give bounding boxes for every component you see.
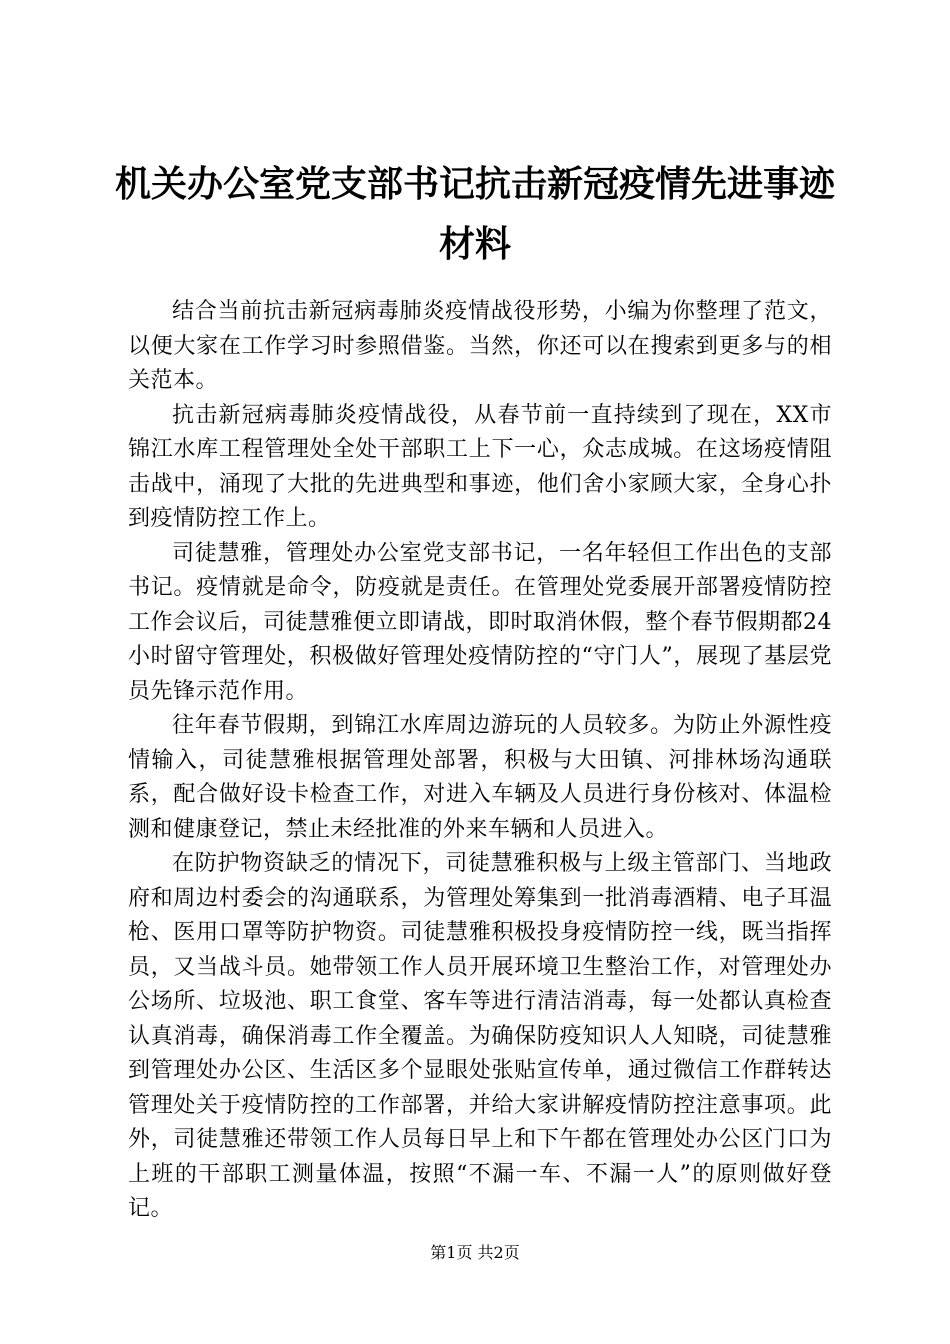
- document-body: [128, 295, 832, 1227]
- document-title-line2: 材料: [438, 223, 511, 265]
- page-footer: 第1页 共2页: [430, 1243, 520, 1262]
- paragraph-intro: 结合当前抗击新冠病毒肺炎疫情战役形势，小编为你整理了范文，以便大家在工作学习时参照借鉴。当然，你还可以在搜索到更多与的相关范本。: [128, 299, 832, 393]
- paragraph-checkpoint: 往年春节假期，到锦江水库周边游玩的人员较多。为防止外源性疫情输入，司徒慧雅根据管理处部署，积极与大田镇、河排林场沟通联系，配合做好设卡检查工作，对进入车辆及人员进行身份核对、体温检测和健康登记，禁止未经批准的外来车辆和人员进入。: [128, 713, 832, 842]
- paragraph-background: 抗击新冠病毒肺炎疫情战役，从春节前一直持续到了现在，XX市锦江水库工程管理处全处干部职工上下一心，众志成城。在这场疫情阻击战中，涌现了大批的先进典型和事迹，他们舍小家顾大家，全身心扑到疫情防控工作上。: [128, 402, 832, 531]
- paragraph-profile: 司徒慧雅，管理处办公室党支部书记，一名年轻但工作出色的支部书记。疫情就是命令，防疫就是责任。在管理处党委展开部署疫情防控工作会议后，司徒慧雅便立即请战，即时取消休假，整个春节假期都24小时留守管理处，积极做好管理处疫情防控的“守门人”，展现了基层党员先锋示范作用。: [128, 540, 832, 704]
- document-title-line1: 机关办公室党支部书记抗击新冠疫情先进事迹: [114, 163, 835, 205]
- paragraph-supplies: 在防护物资缺乏的情况下，司徒慧雅积极与上级主管部门、当地政府和周边村委会的沟通联系，为管理处筹集到一批消毒酒精、电子耳温枪、医用口罩等防护物资。司徒慧雅积极投身疫情防控一线，既当指挥员，又当战斗员。她带领工作人员开展环境卫生整治工作，对管理处办公场所、垃圾池、职工食堂、客车等进行清洁消毒，每一处都认真检查认真消毒，确保消毒工作全覆盖。为确保防疫知识人人知晓，司徒慧雅到管理处办公区、生活区多个显眼处张贴宣传单，通过微信工作群转达管理处关于疫情防控的工作部署，并给大家讲解疫情防控注意事项。此外，司徒慧雅还带领工作人员每日早上和下午都在管理处办公区门口为上班的干部职工测量体温，按照“不漏一车、不漏一人”的原则做好登记。: [128, 851, 832, 1221]
